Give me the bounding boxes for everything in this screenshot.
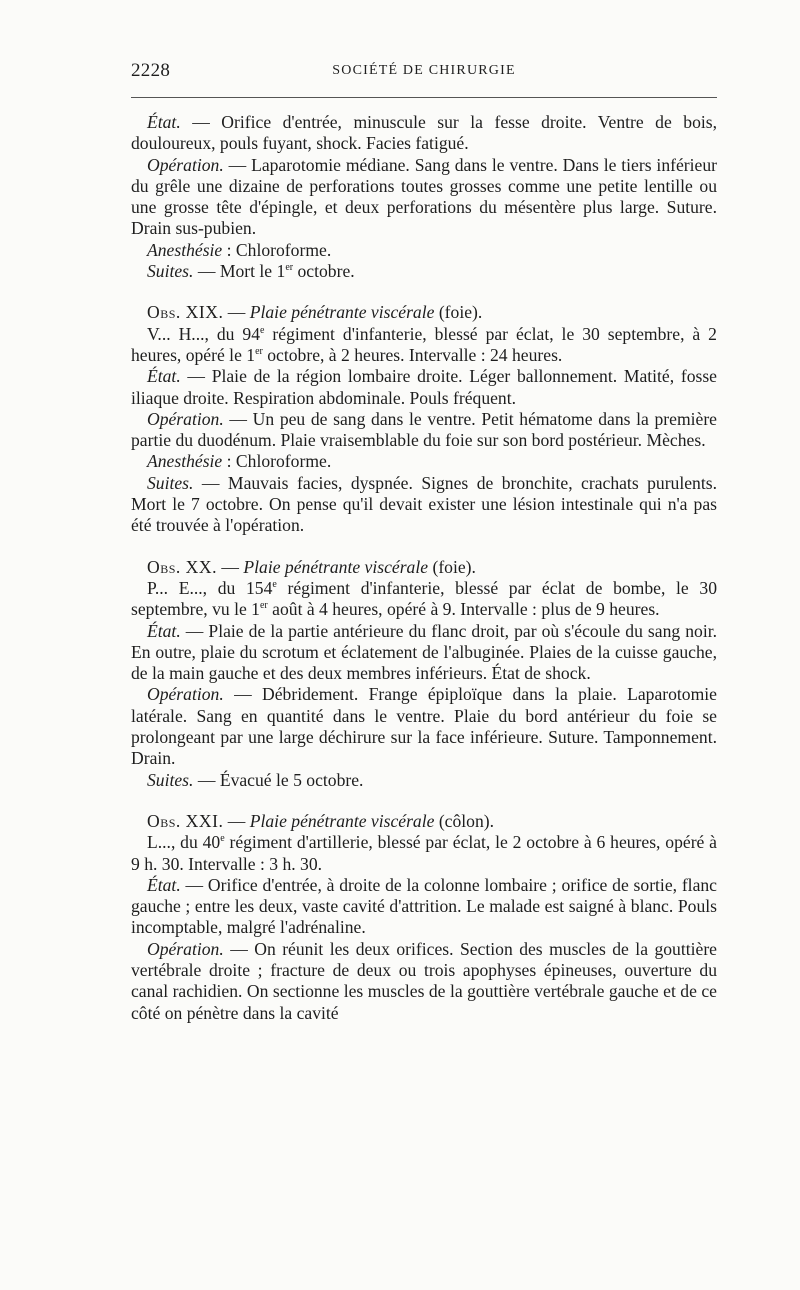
operation-label: Opération. [147, 408, 224, 429]
running-title: SOCIÉTÉ DE CHIRURGIE [332, 63, 516, 78]
operation-paragraph [131, 409, 717, 452]
anesthesie-label: Anesthésie [147, 451, 223, 472]
heading-dash: — [217, 556, 244, 577]
observation-number: Obs. XIX. [147, 302, 224, 323]
patient-text: août à 4 heures, opéré à 9. Intervalle : plus de 9 heures. [267, 599, 660, 620]
operation-text: — Un peu de sang dans le ventre. Petit hématome dans la première partie du duodénum. Plaie vraisemblable du foie sur son bord postérieur. Mèches. [131, 408, 717, 451]
etat-text: — Plaie de la partie antérieure du flanc droit, par où s'écoule du sang noir. En outre, plaie du scrotum et éclatement de l'albuginée. Plaies de la cuisse gauche, de la main gauche et des deux membres inférieurs. État de shock. [131, 620, 717, 684]
anesthesie-paragraph [131, 240, 717, 261]
operation-paragraph [131, 684, 717, 769]
etat-text: — Orifice d'entrée, minuscule sur la fesse droite. Ventre de bois, douloureux, pouls fuyant, shock. Facies fatigué. [131, 112, 717, 154]
operation-paragraph [131, 939, 717, 1024]
superscript: e [260, 324, 265, 336]
suites-label: Suites. [147, 261, 194, 282]
etat-paragraph [131, 621, 717, 685]
header-rule [131, 97, 717, 98]
page-number: 2228 [131, 60, 171, 81]
operation-label: Opération. [147, 684, 224, 705]
operation-text: — Laparotomie médiane. Sang dans le ventre. Dans le tiers inférieur du grêle une dizaine de perforations toutes grosses comme une petite lentille ou une grosse tête d'épingle, et deux perforations du mésentère plus large. Suture. Drain sus-pubien. [131, 154, 717, 239]
etat-paragraph [131, 366, 717, 409]
suites-label: Suites. [147, 769, 194, 790]
patient-text: octobre, à 2 heures. Intervalle : 24 heures. [262, 344, 563, 365]
patient-text: P... E..., du 154 [147, 577, 273, 598]
superscript: e [220, 833, 225, 845]
patient-text: V... H..., du 94 [147, 323, 260, 344]
observation-number: Obs. XX. [147, 556, 217, 577]
observation-title: Plaie pénétrante viscérale [243, 556, 429, 577]
suites-paragraph [131, 261, 717, 282]
patient-text: L..., du 40 [147, 832, 221, 853]
patient-text: régiment d'artillerie, blessé par éclat, le 2 octobre à 6 heures, opéré à 9 h. 30. Intervalle : 3 h. 30. [131, 832, 717, 874]
suites-paragraph [131, 770, 717, 791]
suites-text: — Mauvais facies, dyspnée. Signes de bronchite, crachats purulents. Mort le 7 octobre. On pense qu'il devait exister une lésion intestinale qui n'a pas été trouvée à l'opération. [131, 472, 717, 536]
superscript: e [272, 578, 277, 590]
etat-paragraph [131, 112, 717, 155]
anesthesie-text: : Chloroforme. [222, 451, 332, 472]
superscript: er [285, 262, 294, 274]
operation-text: — On réunit les deux orifices. Section des muscles de la gouttière vertébrale droite ; fracture de deux ou trois apophyses épineuses, ouverture du canal rachidien. On sectionne les muscles de la gouttière vertébrale gauche et de ce côté on pénètre dans la cavité [131, 938, 717, 1023]
operation-label: Opération. [147, 938, 224, 959]
patient-text: régiment d'infanterie, blessé par éclat de bombe, le 30 septembre, vu le 1 [131, 577, 717, 620]
observation-number: Obs. XXI. [147, 810, 224, 831]
patient-text: régiment d'infanterie, blessé par éclat, le 30 septembre, à 2 heures, opéré le 1 [131, 323, 717, 365]
observation-title: Plaie pénétrante viscérale [249, 810, 435, 831]
page-header [131, 60, 717, 82]
superscript: er [255, 345, 263, 357]
superscript: er [259, 600, 268, 612]
operation-text: — Débridement. Frange épiploïque dans la plaie. Laparotomie latérale. Sang en quantité dans le ventre. Plaie du bord antérieur du foie se prolongeant par une large déchirure sur la face inférieure. Suture. Tamponnement. Drain. [131, 684, 717, 769]
observation-organ: (côlon). [434, 810, 495, 831]
patient-paragraph [131, 578, 717, 621]
observation-organ: (foie). [428, 556, 476, 577]
anesthesie-paragraph [131, 451, 717, 472]
etat-label: État. [147, 112, 181, 132]
etat-label: État. [147, 874, 181, 895]
etat-label: État. [147, 620, 181, 641]
observation-title: Plaie pénétrante viscérale [249, 302, 435, 323]
heading-dash: — [223, 302, 250, 323]
suites-text: — Mort le 1 [193, 261, 286, 282]
page-body [131, 112, 717, 1024]
etat-text: — Plaie de la région lombaire droite. Léger ballonnement. Matité, fosse iliaque droite. Respiration abdominale. Pouls fréquent. [131, 366, 717, 408]
operation-paragraph [131, 155, 717, 240]
patient-paragraph [131, 324, 717, 367]
suites-label: Suites. [147, 472, 194, 493]
suites-paragraph [131, 473, 717, 537]
etat-text: — Orifice d'entrée, à droite de la colonne lombaire ; orifice de sortie, flanc gauche ; entre les deux, vaste cavité d'attrition. Le malade est saigné à blanc. Pouls incomptable, malgré l'adrénaline. [131, 874, 717, 938]
heading-dash: — [223, 810, 250, 831]
suites-text-end: octobre. [293, 261, 355, 282]
observation-heading [131, 811, 717, 832]
observation-organ: (foie). [434, 302, 483, 323]
anesthesie-label: Anesthésie [147, 239, 223, 260]
anesthesie-text: : Chloroforme. [222, 239, 332, 260]
suites-text: — Évacué le 5 octobre. [193, 769, 364, 790]
operation-label: Opération. [147, 154, 224, 175]
etat-label: État. [147, 366, 181, 387]
etat-paragraph [131, 875, 717, 939]
patient-paragraph [131, 832, 717, 875]
observation-heading [131, 557, 717, 578]
observation-heading [131, 302, 717, 323]
